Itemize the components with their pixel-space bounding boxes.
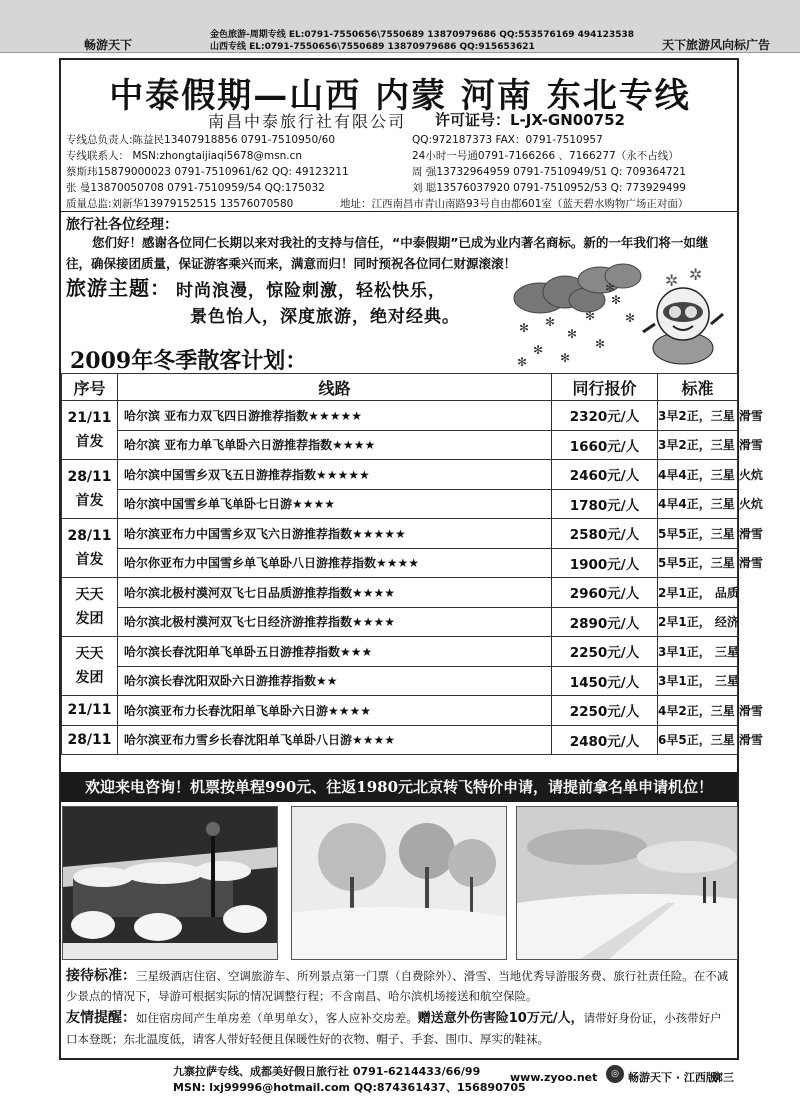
notice-banner: 欢迎来电咨询！机票按单程990元、往返1980元北京转飞特价申请，请提前拿名单申请机位！ [61,772,737,802]
contact-line: 24小时一号通0791-7166266 、7166277（永不占线） [412,150,679,162]
contact-line: QQ:972187373 FAX：0791-7510957 [412,134,603,146]
route-standard: 5早5正，三星 滑雪 [658,519,738,549]
route-name: 哈尔滨长春沈阳双卧六日游推荐指数★★ [118,666,552,696]
ad-section-label: 天下旅游风向标广告 [661,38,770,52]
greeting-body: 您们好！感谢各位同仁长期以来对我社的支持与信任，“中泰假期”已成为业内著名商标。新的一年我们将一如继往，确保接团质量，保证游客乘兴而来，满意而归！同时预祝各位同仁财源滚滚！ [66,235,709,271]
footer-website: www.zyoo.net [510,1071,598,1084]
departure-period: 28/11 首发 [62,460,118,519]
reception-text: 三星级酒店住宿、空调旅游车、所列景点第一门票（自费除外）、滑雪、当地优秀导游服务费、旅行社责任险。在不减少景点的情况下，导游可根据实际的情况调整行程；不含南昌、哈尔滨机场接送和航空保险。 [66,969,729,1003]
svg-text:✻: ✻ [595,337,606,351]
column-header: 标准 [658,374,738,401]
svg-text:✻: ✻ [519,321,530,335]
route-price: 1900元/人 [552,548,658,578]
footer-contact: MSN: lxj99996@hotmail.com QQ:874361437、156890705 [173,1081,526,1094]
table-row [62,430,738,460]
table-row [62,637,738,667]
route-standard: 3早1正， 三星 [658,666,738,696]
contact-line: 专线联系人： MSN:zhongtaijiaqi5678@msn.cn [66,150,303,162]
contact-line: 张 曼13870050708 0791-7510959/54 QQ:175032 [66,182,325,194]
route-standard: 3早2正，三星 滑雪 [658,401,738,431]
svg-text:✻: ✻ [567,327,578,341]
column-header: 同行报价 [552,374,658,401]
plan-title: 2009年冬季散客计划： [70,348,308,374]
snow-village-photo [62,806,278,960]
route-standard: 3早2正，三星 滑雪 [658,430,738,460]
table-row [62,696,738,726]
contact-line: 专线总负责人:陈益民13407918856 0791-7510950/60 [66,134,336,146]
table-row [62,548,738,578]
route-price: 1780元/人 [552,489,658,519]
table-row [62,607,738,637]
brand-logo-icon: ◎ [606,1065,624,1083]
route-price: 2250元/人 [552,696,658,726]
footer-agency: 九寨拉萨专线、成都美好假日旅行社 0791-6214433/66/99 [173,1065,481,1078]
departure-period: 天天 发团 [62,578,118,637]
route-price: 2890元/人 [552,607,658,637]
route-price: 1660元/人 [552,430,658,460]
departure-period: 28/11 [62,725,118,755]
svg-text:✲: ✲ [689,265,703,284]
snow-mascot-illustration [505,262,735,370]
route-standard: 4早2正，三星 滑雪 [658,696,738,726]
contact-line: 周 强13732964959 0791-7510949/51 Q: 709364721 [412,166,686,178]
svg-text:✻: ✻ [585,309,596,323]
tips-text-1: 如住宿房间产生单房差（单男单女），客人应补交房差。 [136,1011,418,1025]
column-header: 线路 [118,374,552,401]
route-standard: 4早4正，三星 火炕 [658,489,738,519]
footer-brand: 畅游天下 · 江西版 [628,1071,717,1084]
address: 地址：江西南昌市青山南路93号自由都601室（蓝天碧水购物广场正对面） [340,198,689,210]
tips-text-2: 请带好身份证，小孩带好户口本登既；东北温度低，请客人带好轻便且保暖性好的衣物、帽子、手套、围巾、厚实的鞋袜。 [66,1011,722,1046]
departure-period: 21/11 首发 [62,401,118,460]
contact-line: 刘 聪13576037920 0791-7510952/53 Q: 773929499 [412,182,686,194]
route-standard: 3早1正， 三星 [658,637,738,667]
license-number: 许可证号：L-JX-GN00752 [435,111,625,129]
table-row [62,460,738,490]
divider [61,211,737,212]
route-price: 2250元/人 [552,637,658,667]
theme-line-1: 时尚浪漫，惊险刺激，轻松快乐， [176,281,446,301]
route-name: 哈尔滨北极村漠河双飞七日经济游推荐指数★★★★ [118,607,552,637]
route-name: 哈尔滨亚布力雪乡长春沈阳单飞单卧八日游★★★★ [118,725,552,755]
table-row [62,489,738,519]
tips-label: 友情提醒： [66,1010,136,1026]
route-standard: 4早4正，三星 火炕 [658,460,738,490]
svg-text:✻: ✻ [625,311,636,325]
route-name: 哈尔滨 亚布力双飞四日游推荐指数★★★★★ [118,401,552,431]
theme-label: 旅游主题： [66,276,171,300]
route-name: 哈尔滨中国雪乡双飞五日游推荐指数★★★★★ [118,460,552,490]
departure-period: 天天 发团 [62,637,118,696]
mascot-icon [643,265,723,364]
svg-text:✻: ✻ [545,315,556,329]
svg-text:✻: ✻ [611,293,622,307]
route-price: 2480元/人 [552,725,658,755]
route-name: 哈尔滨亚布力长春沈阳单飞单卧六日游★★★★ [118,696,552,726]
theme-line-2: 景色怡人，深度旅游，绝对经典。 [190,307,460,327]
svg-text:✲: ✲ [665,271,679,290]
hotline-2: 山西专线 EL:0791-7550656\7550689 13870979686 QQ:915653621 [210,42,535,52]
route-price: 1450元/人 [552,666,658,696]
magazine-name: 畅游天下 [84,38,133,52]
table-header-row [62,374,738,401]
page-number: 廓三 [712,1071,734,1084]
svg-text:✻: ✻ [560,351,571,365]
contact-line: 蔡斯玮15879000023 0791-7510961/62 QQ: 49123211 [66,166,349,178]
table-row [62,725,738,755]
insurance-note: 赠送意外伤害险10万元/人， [417,1011,584,1026]
friendly-tips [66,1008,732,1049]
route-standard: 6早5正，三星 滑雪 [658,725,738,755]
route-standard: 2早1正， 经济 [658,607,738,637]
route-standard: 2早1正， 品质 [658,578,738,608]
snowfield-photo [516,806,738,960]
route-name: 哈尔滨 亚布力单飞单卧六日游推荐指数★★★★ [118,430,552,460]
svg-text:✻: ✻ [605,281,616,295]
svg-text:✻: ✻ [533,343,544,357]
svg-text:✻: ✻ [517,355,528,369]
route-name: 哈尔滨北极村漠河双飞七日品质游推荐指数★★★★ [118,578,552,608]
reception-standards [66,966,732,1006]
contact-line: 质量总监:刘新华13979152515 13576070580 [66,198,294,210]
route-standard: 5早5正，三星 滑雪 [658,548,738,578]
top-banner [0,0,800,53]
route-price: 2460元/人 [552,460,658,490]
table-row [62,578,738,608]
route-price: 2960元/人 [552,578,658,608]
departure-period: 21/11 [62,696,118,726]
route-name: 哈尔滨亚布力中国雪乡双飞六日游推荐指数★★★★★ [118,519,552,549]
routes-table [61,373,763,755]
route-price: 2320元/人 [552,401,658,431]
greeting-title: 旅行社各位经理： [66,217,178,233]
route-name: 哈尔你亚布力中国雪乡单飞单卧八日游推荐指数★★★★ [118,548,552,578]
route-price: 2580元/人 [552,519,658,549]
page-title: 中泰假期—山西 内蒙 河南 东北专线 [109,76,691,116]
reception-label: 接待标准： [66,968,136,984]
company-name: 南昌中泰旅行社有限公司 [208,112,407,131]
departure-period: 28/11 首发 [62,519,118,578]
table-row [62,666,738,696]
hotline-1: 金色旅游-周期专线 EL:0791-7550656\7550689 13870979686 QQ:553576169 494123538 [210,30,634,40]
table-row [62,519,738,549]
route-name: 哈尔滨中国雪乡单飞单卧七日游★★★★ [118,489,552,519]
route-name: 哈尔滨长春沈阳单飞单卧五日游推荐指数★★★ [118,637,552,667]
column-header: 序号 [62,374,118,401]
frost-trees-photo [291,806,507,960]
table-row [62,401,738,431]
